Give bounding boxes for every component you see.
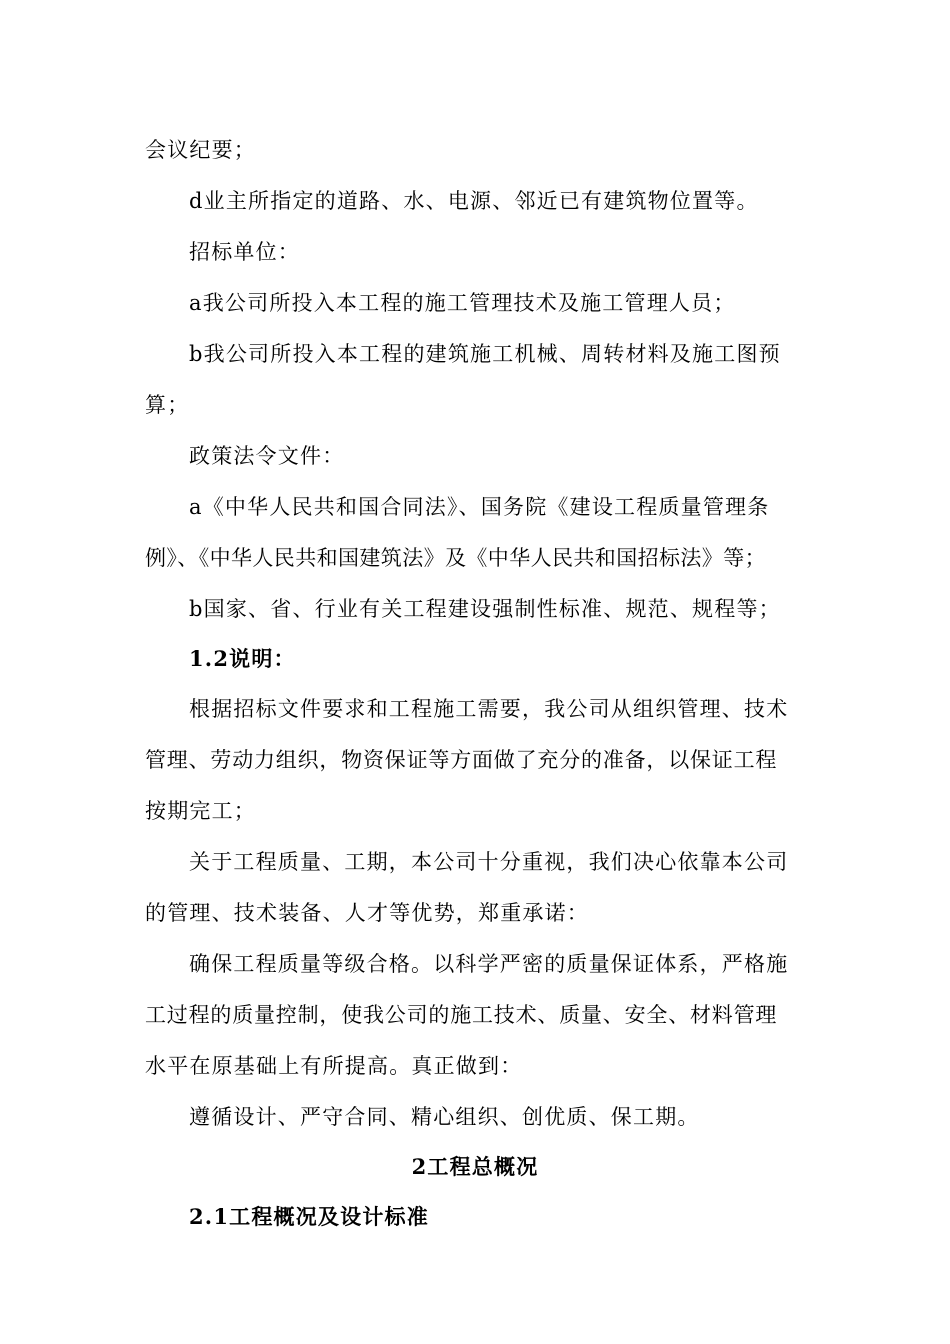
paragraph-line: b我公司所投入本工程的建筑施工机械、周转材料及施工图预 — [189, 342, 781, 366]
paragraph-line: d业主所指定的道路、水、电源、邻近已有建筑物位置等。 — [189, 189, 759, 213]
paragraph-line: 算； — [145, 393, 190, 417]
paragraph-line: 政策法令文件： — [189, 444, 345, 468]
paragraph-line: 水平在原基础上有所提高。真正做到： — [145, 1054, 523, 1078]
paragraph-line: 按期完工； — [145, 799, 256, 823]
section-heading-2-1: 2.1工程概况及设计标准 — [189, 1204, 429, 1229]
paragraph-line: 根据招标文件要求和工程施工需要，我公司从组织管理、技术 — [189, 697, 789, 721]
paragraph-line: 管理、劳动力组织，物资保证等方面做了充分的准备，以保证工程 — [145, 748, 778, 772]
section-heading-1-2: 1.2说明： — [189, 646, 296, 671]
paragraph-line: 招标单位： — [189, 240, 300, 264]
chapter-heading-2: 2工程总概况 — [411, 1154, 539, 1179]
paragraph-line: a《中华人民共和国合同法》、国务院《建设工程质量管理条 — [189, 495, 770, 519]
paragraph-line: b国家、省、行业有关工程建设强制性标准、规范、规程等； — [189, 597, 781, 621]
paragraph-line: 确保工程质量等级合格。以科学严密的质量保证体系，严格施 — [189, 952, 789, 976]
paragraph-line: 例》、《中华人民共和国建筑法》及《中华人民共和国招标法》等； — [145, 546, 766, 570]
paragraph-line: 工过程的质量控制，使我公司的施工技术、质量、安全、材料管理 — [145, 1003, 778, 1027]
paragraph-line: 关于工程质量、工期，本公司十分重视，我们决心依靠本公司 — [189, 850, 789, 874]
paragraph-line: a我公司所投入本工程的施工管理技术及施工管理人员； — [189, 291, 736, 315]
paragraph-line: 遵循设计、严守合同、精心组织、创优质、保工期。 — [189, 1105, 700, 1129]
paragraph-line: 会议纪要； — [145, 138, 256, 162]
paragraph-line: 的管理、技术装备、人才等优势，郑重承诺： — [145, 901, 589, 925]
